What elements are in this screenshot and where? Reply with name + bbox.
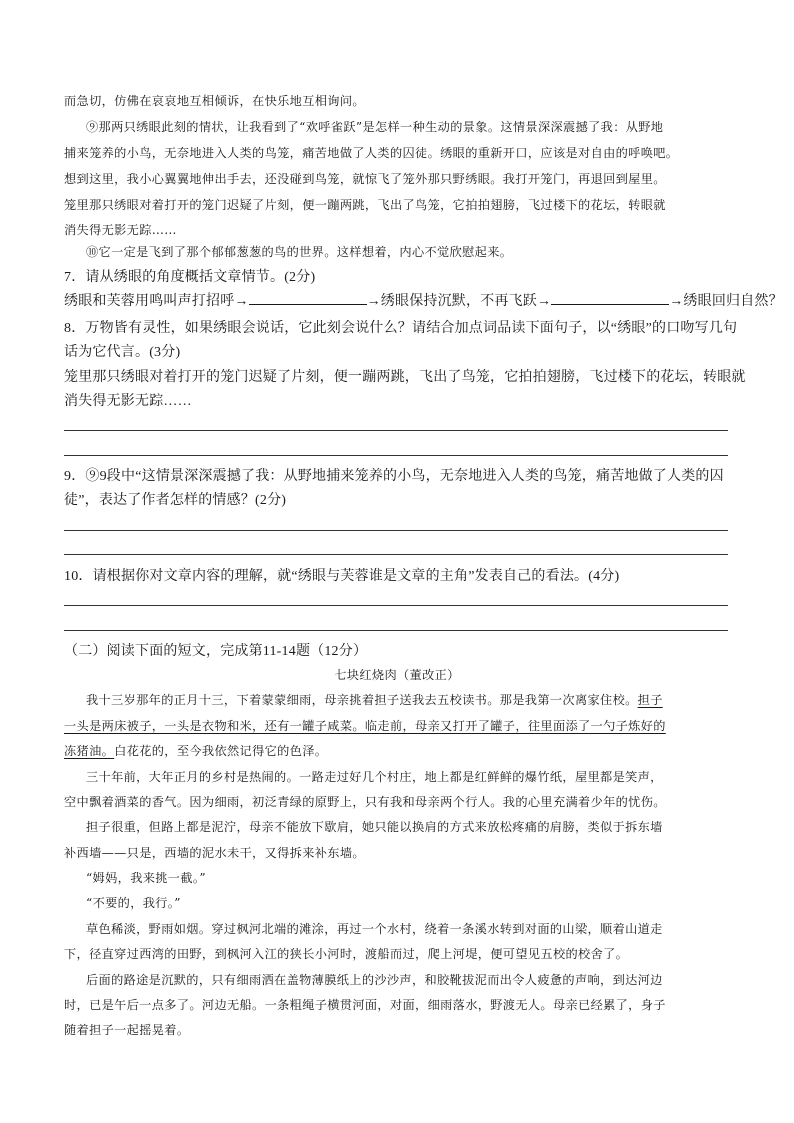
passage-line: 而急切，仿佛在哀哀地互相倾诉，在快乐地互相询问。 [64,94,365,108]
article-paragraph-7-line: 后面的路途是沉默的，只有细雨洒在盖物薄膜纸上的沙沙声，和胶靴拔泥而出令人疲惫的声响，到达河边 [86,973,663,987]
article-paragraph-1-line: 冻猪油。白花花的，至今我依然记得它的色泽。 [64,744,328,758]
answer-blank-2[interactable] [551,292,669,305]
underlined-sentence: 担子 [637,693,663,707]
passage-paragraph-9-line: 想到这里，我小心翼翼地伸出手去，还没碰到鸟笼，就惊飞了笼外那只野绣眼。我打开笼门，再退回到屋里。 [64,172,666,186]
article-paragraph-6-line: 下，径直穿过西湾的田野，到枫河入江的狭长小河时，渡船而过，爬上河堤，便可望见五校的校舍了。 [64,947,629,961]
article-paragraph-6-line: 草色稀淡，野雨如烟。穿过枫河北端的滩涂，再过一个水村，绕着一条溪水转到对面的山梁，顺着山道走 [86,922,663,936]
article-paragraph-7-line: 时，已是午后一点多了。河边无船。一条粗绳子横贯河面，对面，细雨落水，野渡无人。母亲已经累了，身子 [64,998,666,1012]
underlined-sentence: 冻猪油。 [64,744,115,758]
article-dialogue-line: “姆妈，我来挑一截。” [86,871,206,885]
answer-line[interactable] [64,554,728,555]
article-dialogue-line: “不要的，我行。” [86,896,181,910]
question-9-stem-line: 徒”，表达了作者怎样的情感？(2分) [64,493,287,508]
question-7-flow [64,290,783,310]
passage-paragraph-9-line: 捕来笼养的小鸟，无奈地进入人类的鸟笼，痛苦地做了人类的囚徒。绣眼的重新开口，应该是对自由的呼唤吧。 [64,146,679,160]
question-9-stem-line: 9．⑨9段中“这情景深深震撼了我：从野地捕来笼养的小鸟，无奈地进入人类的鸟笼，痛苦地做了人类的囚 [64,469,724,484]
question-10-stem: 10．请根据你对文章内容的理解，就“绣眼与芙蓉谁是文章的主角”发表自己的看法。(4分) [64,569,620,584]
article-paragraph-2-line: 三十年前，大年正月的乡村是热闹的。一路走过好几个村庄，地上都是红鲜鲜的爆竹纸，屋里都是笑声， [86,770,663,784]
answer-line[interactable] [64,430,728,431]
answer-line[interactable] [64,455,728,456]
question-8-stem-line: 话为它代言。(3分) [64,345,181,360]
question-7-stem: 7．请从绣眼的角度概括文章情节。(2分) [64,270,316,285]
section-2-heading: （二）阅读下面的短文，完成第11-14题（12分） [64,644,368,659]
question-8-quote-line: 消失得无影无踪…… [64,394,192,409]
article-paragraph-7-line: 随着担子一起摇晃着。 [64,1023,190,1037]
passage-paragraph-9-line: 消失得无影无踪…… [64,223,177,237]
flow-step-2: →绣眼保持沉默，不再飞跃→ [366,294,552,309]
answer-line[interactable] [64,630,728,631]
flow-step-1: 绣眼和芙蓉用鸣叫声打招呼→ [64,294,249,309]
article-paragraph-1-line: 我十三岁那年的正月十三，下着蒙蒙细雨，母亲挑着担子送我去五校读书。那是我第一次离家住校。担子 [86,693,663,707]
question-8-quote-line: 笼里那只绣眼对着打开的笼门迟疑了片刻，便一蹦两跳，飞出了鸟笼，它拍拍翅膀，飞过楼下的花坛，转眼就 [64,370,746,385]
article-paragraph-2-line: 空中飘着酒菜的香气。因为细雨，初泛青绿的原野上，只有我和母亲两个行人。我的心里充满着少年的忧伤。 [64,795,666,809]
answer-line[interactable] [64,530,728,531]
passage-paragraph-10: ⑩它一定是飞到了那个郁郁葱葱的鸟的世界。这样想着，内心不觉欣慰起来。 [86,245,513,259]
passage-paragraph-9-line: ⑨那两只绣眼此刻的情状，让我看到了“欢呼雀跃”是怎样一种生动的景象。这情景深深震撼了我：从野地 [86,120,664,134]
answer-line[interactable] [64,605,728,606]
question-8-stem-line: 8．万物皆有灵性，如果绣眼会说话，它此刻会说什么？请结合加点词品读下面句子，以“绣眼”的口吻写几句 [64,321,738,336]
article-paragraph-3-line: 补西墙——只是，西墙的泥水未干，又得拆来补东墙。 [64,846,365,860]
underlined-sentence: 一头是两床被子，一头是衣物和米，还有一罐子咸菜。临走前，母亲又打开了罐子，往里面添了一勺子炼好的 [64,719,666,733]
answer-blank-1[interactable] [249,292,367,305]
article-paragraph-3-line: 担子很重，但路上都是泥泞，母亲不能放下歇肩，她只能以换肩的方式来放松疼痛的肩膀，类似于拆东墙 [86,820,663,834]
flow-step-3: →绣眼回归自然？ [669,294,783,309]
article-title: 七块红烧肉（董改正） [334,668,460,682]
passage-paragraph-9-line: 笼里那只绣眼对着打开的笼门迟疑了片刻，便一蹦两跳，飞出了鸟笼，它拍拍翅膀，飞过楼下的花坛，转眼就 [64,198,666,212]
